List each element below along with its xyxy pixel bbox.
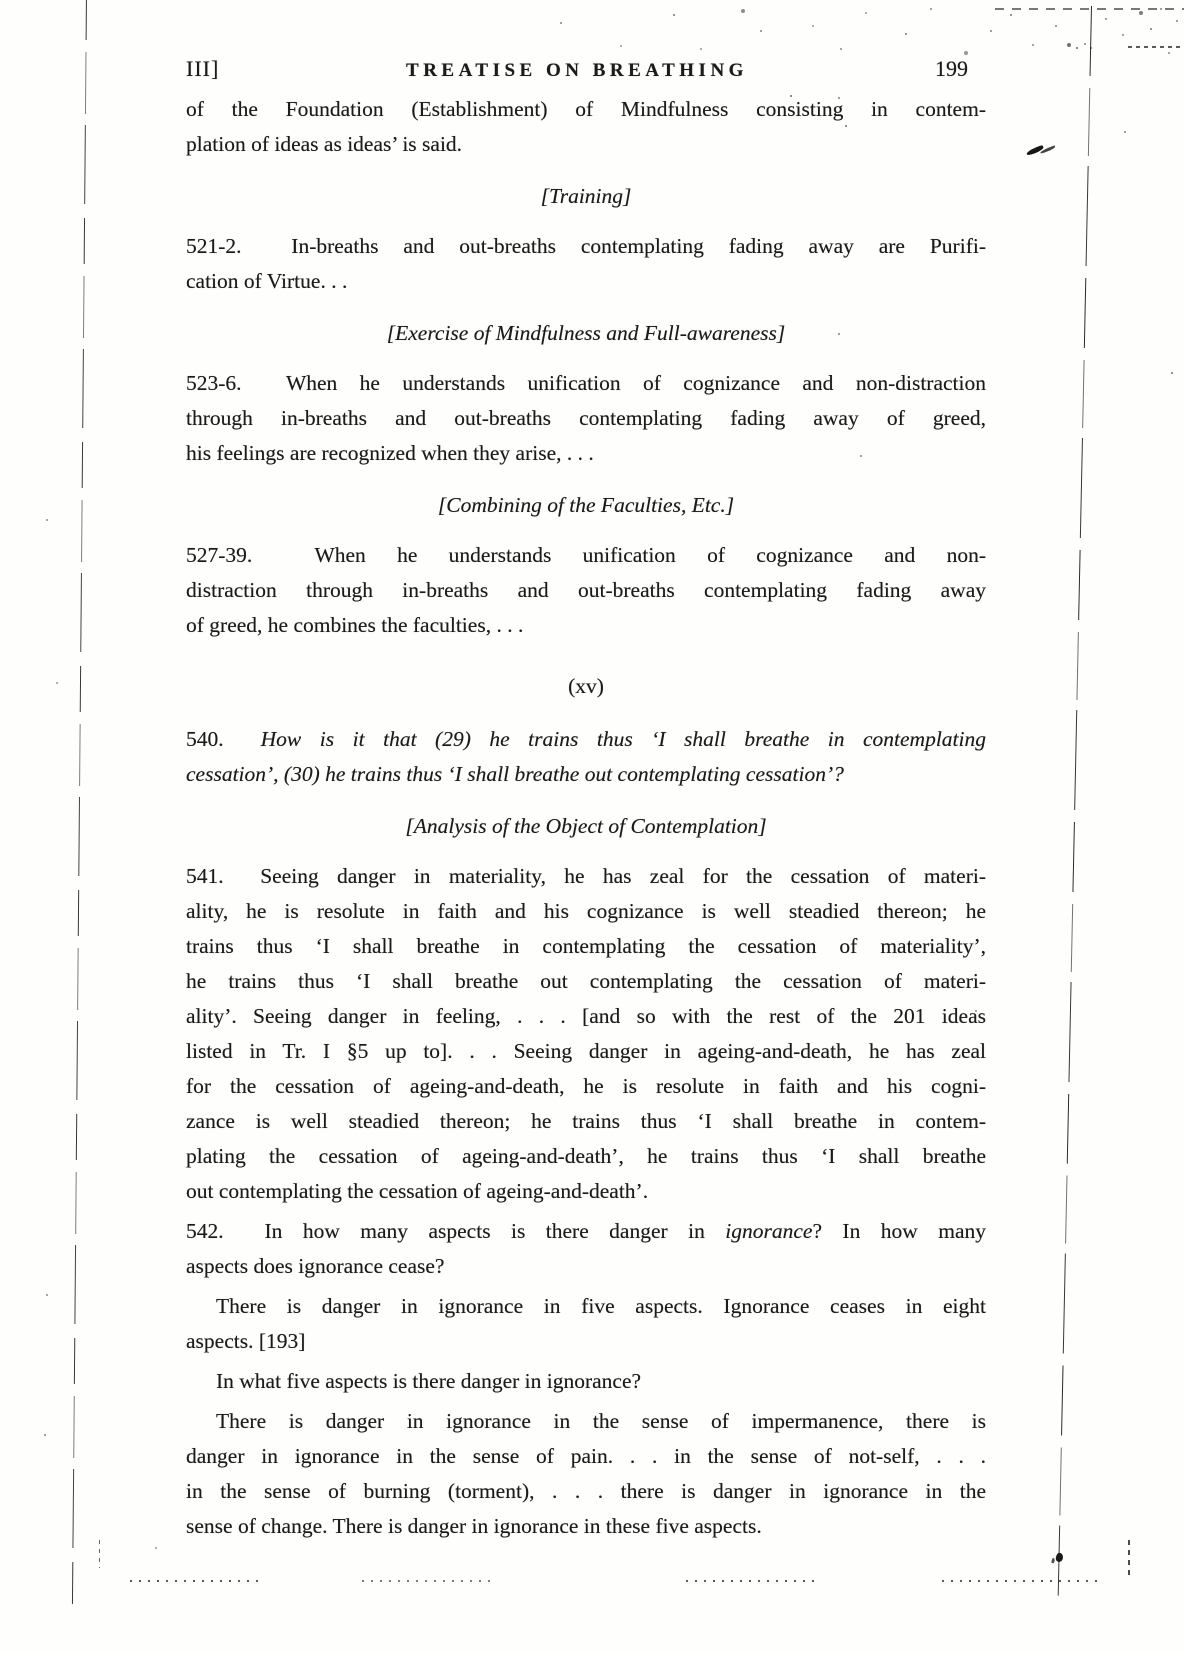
running-title: TREATISE ON BREATHING bbox=[406, 60, 748, 81]
para-continuation bbox=[186, 92, 986, 162]
text-line: 541. Seeing danger in materiality, he has zeal for the cessation of materi- bbox=[186, 864, 986, 888]
text-line: for the cessation of ageing-and-death, he is resolute in faith and his cogni- bbox=[186, 1074, 986, 1098]
para-question bbox=[186, 1364, 986, 1399]
bottom-dotted-line-segment bbox=[942, 1580, 1104, 1582]
text-line: aspects. [193] bbox=[186, 1329, 306, 1353]
top-right-dash-artifact bbox=[995, 8, 1184, 10]
text-line: cessation’, (30) he trains thus ‘I shall breathe out contemplating cessation’? bbox=[186, 762, 844, 786]
page-body bbox=[186, 92, 986, 1544]
heading-exercise bbox=[186, 316, 986, 351]
left-page-edge-line bbox=[72, 0, 87, 1604]
text-line: In what five aspects is there danger in ignorance? bbox=[216, 1369, 642, 1393]
text-line: he trains thus ‘I shall breathe out contemplating the cessation of materi- bbox=[186, 969, 986, 993]
text-line: 542. In how many aspects is there danger in ignorance? In how many bbox=[186, 1219, 986, 1243]
text-line: ality, he is resolute in faith and his cognizance is well steadied thereon; he bbox=[186, 899, 986, 923]
heading-xv bbox=[186, 669, 986, 704]
para-542 bbox=[186, 1214, 986, 1284]
heading-line: (xv) bbox=[568, 674, 604, 698]
para-523-6 bbox=[186, 366, 986, 471]
text-line: of the Foundation (Establishment) of Mindfulness consisting in contem- bbox=[186, 97, 986, 121]
text-line: in the sense of burning (torment), . . . there is danger in ignorance in the bbox=[186, 1479, 986, 1503]
para-540 bbox=[186, 722, 986, 792]
text-line: 523-6. When he understands unification of cognizance and non-distraction bbox=[186, 371, 986, 395]
heading-line: [Analysis of the Object of Contemplation] bbox=[405, 814, 767, 838]
heading-analysis bbox=[186, 809, 986, 844]
text-line: cation of Virtue. . . bbox=[186, 269, 348, 293]
text-line: 521-2. In-breaths and out-breaths contemplating fading away are Purifi- bbox=[186, 234, 986, 258]
text-line: There is danger in ignorance in five aspects. Ignorance ceases in eight bbox=[216, 1294, 986, 1318]
heading-line: [Training] bbox=[540, 184, 632, 208]
para-five-aspects bbox=[186, 1289, 986, 1359]
text-line: listed in Tr. I §5 up to]. . . Seeing danger in ageing-and-death, he has zeal bbox=[186, 1039, 986, 1063]
text-line: sense of change. There is danger in ignorance in these five aspects. bbox=[186, 1514, 762, 1538]
bottom-dotted-line-segment bbox=[130, 1580, 258, 1582]
right-page-edge-line bbox=[1058, 6, 1092, 1596]
heading-line: [Combining of the Faculties, Etc.] bbox=[437, 493, 735, 517]
page-content bbox=[186, 0, 986, 1549]
para-521-2 bbox=[186, 229, 986, 299]
text-line: out contemplating the cessation of ageing-and-death’. bbox=[186, 1179, 649, 1203]
text-line: trains thus ‘I shall breathe in contemplating the cessation of materiality’, bbox=[186, 934, 986, 958]
running-header bbox=[186, 56, 986, 82]
text-line: zance is well steadied thereon; he trains thus ‘I shall breathe in contem- bbox=[186, 1109, 986, 1133]
text-line: There is danger in ignorance in the sense of impermanence, there is bbox=[216, 1409, 986, 1433]
page-number: 199 bbox=[935, 56, 968, 81]
heading-training bbox=[186, 179, 986, 214]
para-541 bbox=[186, 859, 986, 1209]
text-line: of greed, he combines the faculties, . . . bbox=[186, 613, 524, 637]
text-line: distraction through in-breaths and out-breaths contemplating fading away bbox=[186, 578, 986, 602]
ink-smudge-mark bbox=[1026, 145, 1045, 156]
para-527-39 bbox=[186, 538, 986, 643]
text-line: 527-39. When he understands unification of cognizance and non- bbox=[186, 543, 986, 567]
text-line: through in-breaths and out-breaths contemplating fading away of greed, bbox=[186, 406, 986, 430]
heading-line: [Exercise of Mindfulness and Full-awareness] bbox=[386, 321, 786, 345]
text-line: plating the cessation of ageing-and-death’, he trains thus ‘I shall breathe bbox=[186, 1144, 986, 1168]
top-right-dash-artifact-2 bbox=[1128, 46, 1184, 48]
bottom-dotted-line-segment bbox=[362, 1580, 494, 1582]
bottom-dotted-line-segment bbox=[686, 1580, 816, 1582]
bottom-right-edge-dashes bbox=[1128, 1540, 1130, 1578]
text-line: ality’. Seeing danger in feeling, . . . [and so with the rest of the 201 ideas bbox=[186, 1004, 986, 1028]
ink-smudge-mark bbox=[1055, 1552, 1064, 1563]
text-line: his feelings are recognized when they arise, . . . bbox=[186, 441, 594, 465]
heading-combining bbox=[186, 488, 986, 523]
text-line: aspects does ignorance cease? bbox=[186, 1254, 445, 1278]
text-line: plation of ideas as ideas’ is said. bbox=[186, 132, 463, 156]
text-line: 540. How is it that (29) he trains thus ‘I shall breathe in contemplating bbox=[186, 727, 987, 751]
para-answer bbox=[186, 1404, 986, 1544]
chapter-number: III] bbox=[186, 56, 220, 81]
scan-noise-speckles bbox=[0, 0, 2, 2]
text-line: danger in ignorance in the sense of pain. . . in the sense of not-self, . . . bbox=[186, 1444, 986, 1468]
bottom-left-edge-dashes bbox=[99, 1540, 100, 1568]
